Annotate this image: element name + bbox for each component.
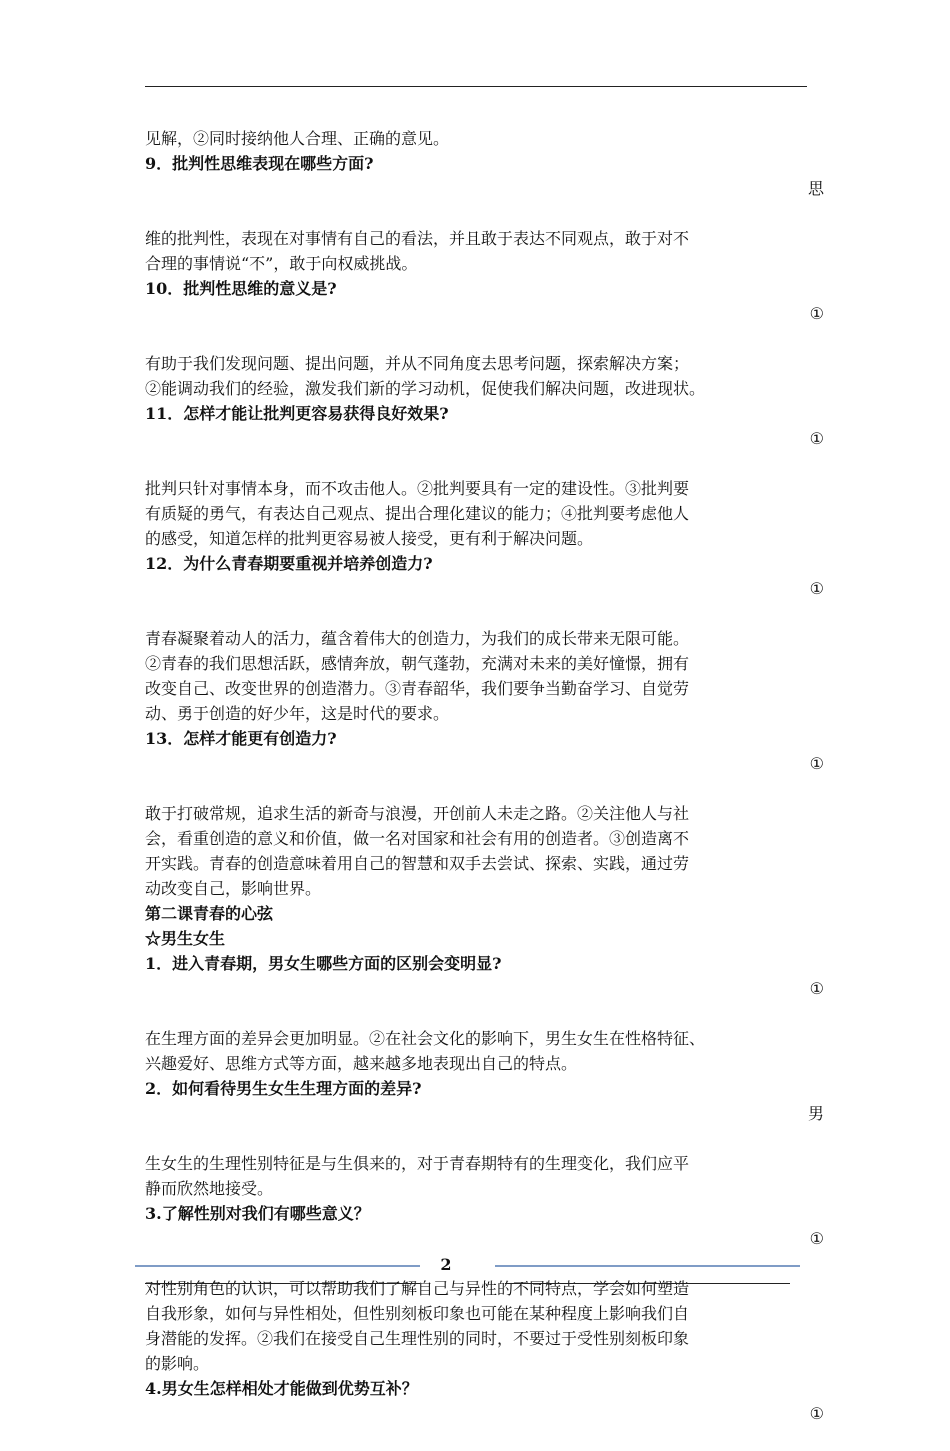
answer-line: 生女生的生理性别特征是与生俱来的，对于青春期特有的生理变化，我们应平 bbox=[145, 1154, 690, 1173]
answer-line: 开实践。青春的创造意味着用自己的智慧和双手去尝试、探索、实践，通过劳 bbox=[145, 854, 690, 873]
answer-line: 的影响。 bbox=[145, 1354, 210, 1373]
question-heading: 11．怎样才能让批判更容易获得良好效果? bbox=[145, 404, 449, 423]
margin-marker: ① bbox=[809, 979, 824, 998]
answer-line: 的感受，知道怎样的批判更容易被人接受，更有利于解决问题。 bbox=[145, 529, 594, 548]
page-footer bbox=[0, 1255, 950, 1295]
footer-rule-right-blue bbox=[495, 1265, 800, 1267]
margin-marker: ① bbox=[809, 754, 824, 773]
answer-line: 合理的事情说“不”，敢于向权威挑战。 bbox=[145, 254, 418, 273]
answer-line: 静而欣然地接受。 bbox=[145, 1179, 274, 1198]
blank-line bbox=[145, 1001, 810, 1026]
question-heading: 12．为什么青春期要重视并培养创造力? bbox=[145, 554, 433, 573]
blank-line bbox=[145, 1426, 810, 1451]
header-rule bbox=[145, 86, 807, 87]
blank-line bbox=[145, 601, 810, 626]
answer-line: 兴趣爱好、思维方式等方面，越来越多地表现出自己的特点。 bbox=[145, 1054, 578, 1073]
answer-line: 对性别角色的认识，可以帮助我们了解自己与异性的不同特点，学会如何塑造 bbox=[145, 1279, 690, 1298]
question-heading: 2．如何看待男生女生生理方面的差异? bbox=[145, 1079, 422, 1098]
answer-line: 自我形象，如何与异性相处，但性别刻板印象也可能在某种程度上影响我们自 bbox=[145, 1304, 690, 1323]
answer-line: 动改变自己，影响世界。 bbox=[145, 879, 322, 898]
margin-marker: ① bbox=[809, 1229, 824, 1248]
question-heading: 10．批判性思维的意义是? bbox=[145, 279, 337, 298]
answer-line: 有助于我们发现问题、提出问题，并从不同角度去思考问题，探索解决方案； bbox=[145, 354, 690, 373]
question-heading: 4.男女生怎样相处才能做到优势互补？ bbox=[145, 1379, 418, 1398]
question-heading: 3.了解性别对我们有哪些意义？ bbox=[145, 1204, 370, 1223]
answer-line: 见解，②同时接纳他人合理、正确的意见。 bbox=[145, 129, 450, 148]
margin-marker: ① bbox=[809, 429, 824, 448]
blank-line bbox=[145, 1126, 810, 1151]
margin-marker: 男 bbox=[807, 1104, 824, 1123]
footer-rule-left bbox=[145, 1283, 420, 1284]
margin-marker: ① bbox=[809, 1404, 824, 1423]
blank-line bbox=[145, 451, 810, 476]
question-heading: 13．怎样才能更有创造力? bbox=[145, 729, 337, 748]
answer-line: 动、勇于创造的好少年，这是时代的要求。 bbox=[145, 704, 450, 723]
question-heading: 第二课青春的心弦 bbox=[145, 904, 274, 923]
answer-line: 改变自己、改变世界的创造潜力。③青春韶华，我们要争当勤奋学习、自觉劳 bbox=[145, 679, 690, 698]
page-number: 2 bbox=[440, 1255, 452, 1274]
question-heading: ☆男生女生 bbox=[145, 929, 226, 948]
question-heading: 1．进入青春期，男女生哪些方面的区别会变明显? bbox=[145, 954, 502, 973]
answer-line: 批判只针对事情本身，而不攻击他人。②批判要具有一定的建设性。③批判要 bbox=[145, 479, 690, 498]
blank-line bbox=[145, 776, 810, 801]
answer-line: 敢于打破常规，追求生活的新奇与浪漫，开创前人未走之路。②关注他人与社 bbox=[145, 804, 690, 823]
margin-marker: ① bbox=[809, 304, 824, 323]
margin-marker: ① bbox=[809, 579, 824, 598]
answer-line: 身潜能的发挥。②我们在接受自己生理性别的同时，不要过于受性别刻板印象 bbox=[145, 1329, 690, 1348]
answer-line: 青春凝聚着动人的活力，蕴含着伟大的创造力，为我们的成长带来无限可能。 bbox=[145, 629, 690, 648]
answer-line: 维的批判性，表现在对事情有自己的看法，并且敢于表达不同观点，敢于对不 bbox=[145, 229, 690, 248]
footer-rule-left-blue bbox=[135, 1265, 420, 1267]
footer-rule-right bbox=[505, 1283, 790, 1284]
document-body bbox=[145, 126, 824, 1451]
answer-line: 在生理方面的差异会更加明显。②在社会文化的影响下，男生女生在性格特征、 bbox=[145, 1029, 706, 1048]
answer-line: ②能调动我们的经验，激发我们新的学习动机，促使我们解决问题，改进现状。 bbox=[145, 379, 706, 398]
answer-line: 有质疑的勇气，有表达自己观点、提出合理化建议的能力；④批判要考虑他人 bbox=[145, 504, 690, 523]
answer-line: ②青春的我们思想活跃，感情奔放，朝气蓬勃，充满对未来的美好憧憬，拥有 bbox=[145, 654, 690, 673]
margin-marker: 思 bbox=[807, 179, 824, 198]
blank-line bbox=[145, 201, 810, 226]
question-heading: 9．批判性思维表现在哪些方面? bbox=[145, 154, 374, 173]
blank-line bbox=[145, 326, 810, 351]
answer-line: 会，看重创造的意义和价值，做一名对国家和社会有用的创造者。③创造离不 bbox=[145, 829, 690, 848]
